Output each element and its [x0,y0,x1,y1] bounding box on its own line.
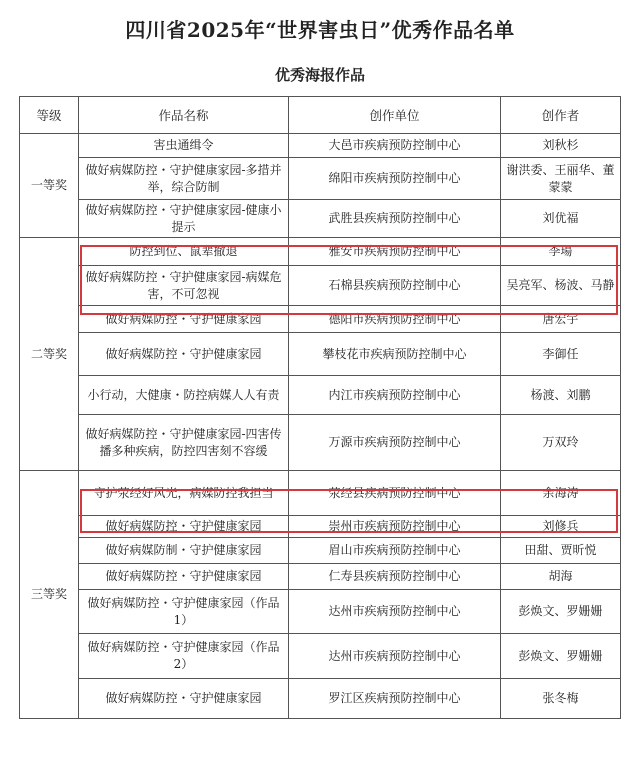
award-table [19,96,621,719]
header-unit: 创作单位 [289,97,501,134]
unit-cell: 武胜县疾病预防控制中心 [289,200,501,238]
header-work: 作品名称 [79,97,289,134]
table-row [20,679,621,719]
author-cell: 刘秋杉 [501,134,621,158]
author-cell: 吴亮军、杨波、马静 [501,266,621,306]
unit-cell: 眉山市疾病预防控制中心 [289,538,501,564]
header-author: 创作者 [501,97,621,134]
table-row [20,471,621,516]
table-row [20,538,621,564]
unit-cell: 崇州市疾病预防控制中心 [289,516,501,538]
section-subtitle: 优秀海报作品 [274,66,365,84]
work-cell: 守护荥经好风光，病媒防控我担当 [79,471,289,516]
unit-cell: 绵阳市疾病预防控制中心 [289,158,501,200]
work-cell: 做好病媒防控・守护健康家园 [79,516,289,538]
work-cell: 做好病媒防控・守护健康家园（作品1） [79,590,289,634]
table-body [20,134,621,719]
page-title: 四川省2025年“世界害虫日”优秀作品名单 [125,18,515,42]
unit-cell: 德阳市疾病预防控制中心 [289,306,501,333]
author-cell: 唐宏宇 [501,306,621,333]
table-row [20,564,621,590]
table-row [20,634,621,679]
work-cell: 做好病媒防控・守护健康家园-多措并举，综合防制 [79,158,289,200]
table-row [20,333,621,376]
work-cell: 做好病媒防控・守护健康家园-健康小提示 [79,200,289,238]
table-row [20,376,621,415]
table-row [20,415,621,471]
author-cell: 彭焕文、罗姗姗 [501,634,621,679]
author-cell: 田甜、贾昕悦 [501,538,621,564]
unit-cell: 达州市疾病预防控制中心 [289,590,501,634]
unit-cell: 万源市疾病预防控制中心 [289,415,501,471]
author-cell: 胡海 [501,564,621,590]
work-cell: 做好病媒防控・守护健康家园-四害传播多种疾病，防控四害刻不容缓 [79,415,289,471]
author-cell: 谢洪委、王丽华、董蒙蒙 [501,158,621,200]
unit-cell: 荥经县疾病预防控制中心 [289,471,501,516]
author-cell: 杨渡、刘鹏 [501,376,621,415]
unit-cell: 达州市疾病预防控制中心 [289,634,501,679]
table-row [20,200,621,238]
work-cell: 做好病媒防控・守护健康家园 [79,564,289,590]
unit-cell: 仁寿县疾病预防控制中心 [289,564,501,590]
author-cell: 万双玲 [501,415,621,471]
unit-cell: 攀枝花市疾病预防控制中心 [289,333,501,376]
work-cell: 小行动，大健康・防控病媒人人有责 [79,376,289,415]
work-cell: 防控到位、鼠辈撤退 [79,238,289,266]
table-row [20,158,621,200]
table-row [20,590,621,634]
work-cell: 做好病媒防控・守护健康家园（作品2） [79,634,289,679]
table-row [20,266,621,306]
work-cell: 做好病媒防控・守护健康家园 [79,679,289,719]
author-cell: 彭焕文、罗姗姗 [501,590,621,634]
work-cell: 做好病媒防制・守护健康家园 [79,538,289,564]
unit-cell: 石棉县疾病预防控制中心 [289,266,501,306]
level-cell: 三等奖 [20,471,79,719]
unit-cell: 雅安市疾病预防控制中心 [289,238,501,266]
unit-cell: 大邑市疾病预防控制中心 [289,134,501,158]
author-cell: 李瑒 [501,238,621,266]
work-cell: 害虫通缉令 [79,134,289,158]
unit-cell: 内江市疾病预防控制中心 [289,376,501,415]
table-header-row [20,97,621,134]
table-row [20,516,621,538]
work-cell: 做好病媒防控・守护健康家园 [79,333,289,376]
table-row [20,238,621,266]
level-cell: 一等奖 [20,134,79,238]
author-cell: 李御任 [501,333,621,376]
work-cell: 做好病媒防控・守护健康家园 [79,306,289,333]
table-row [20,306,621,333]
author-cell: 刘优福 [501,200,621,238]
table-row [20,134,621,158]
author-cell: 余海涛 [501,471,621,516]
unit-cell: 罗江区疾病预防控制中心 [289,679,501,719]
author-cell: 张冬梅 [501,679,621,719]
work-cell: 做好病媒防控・守护健康家园-病媒危害，不可忽视 [79,266,289,306]
author-cell: 刘修兵 [501,516,621,538]
header-level: 等级 [20,97,79,134]
level-cell: 二等奖 [20,238,79,471]
